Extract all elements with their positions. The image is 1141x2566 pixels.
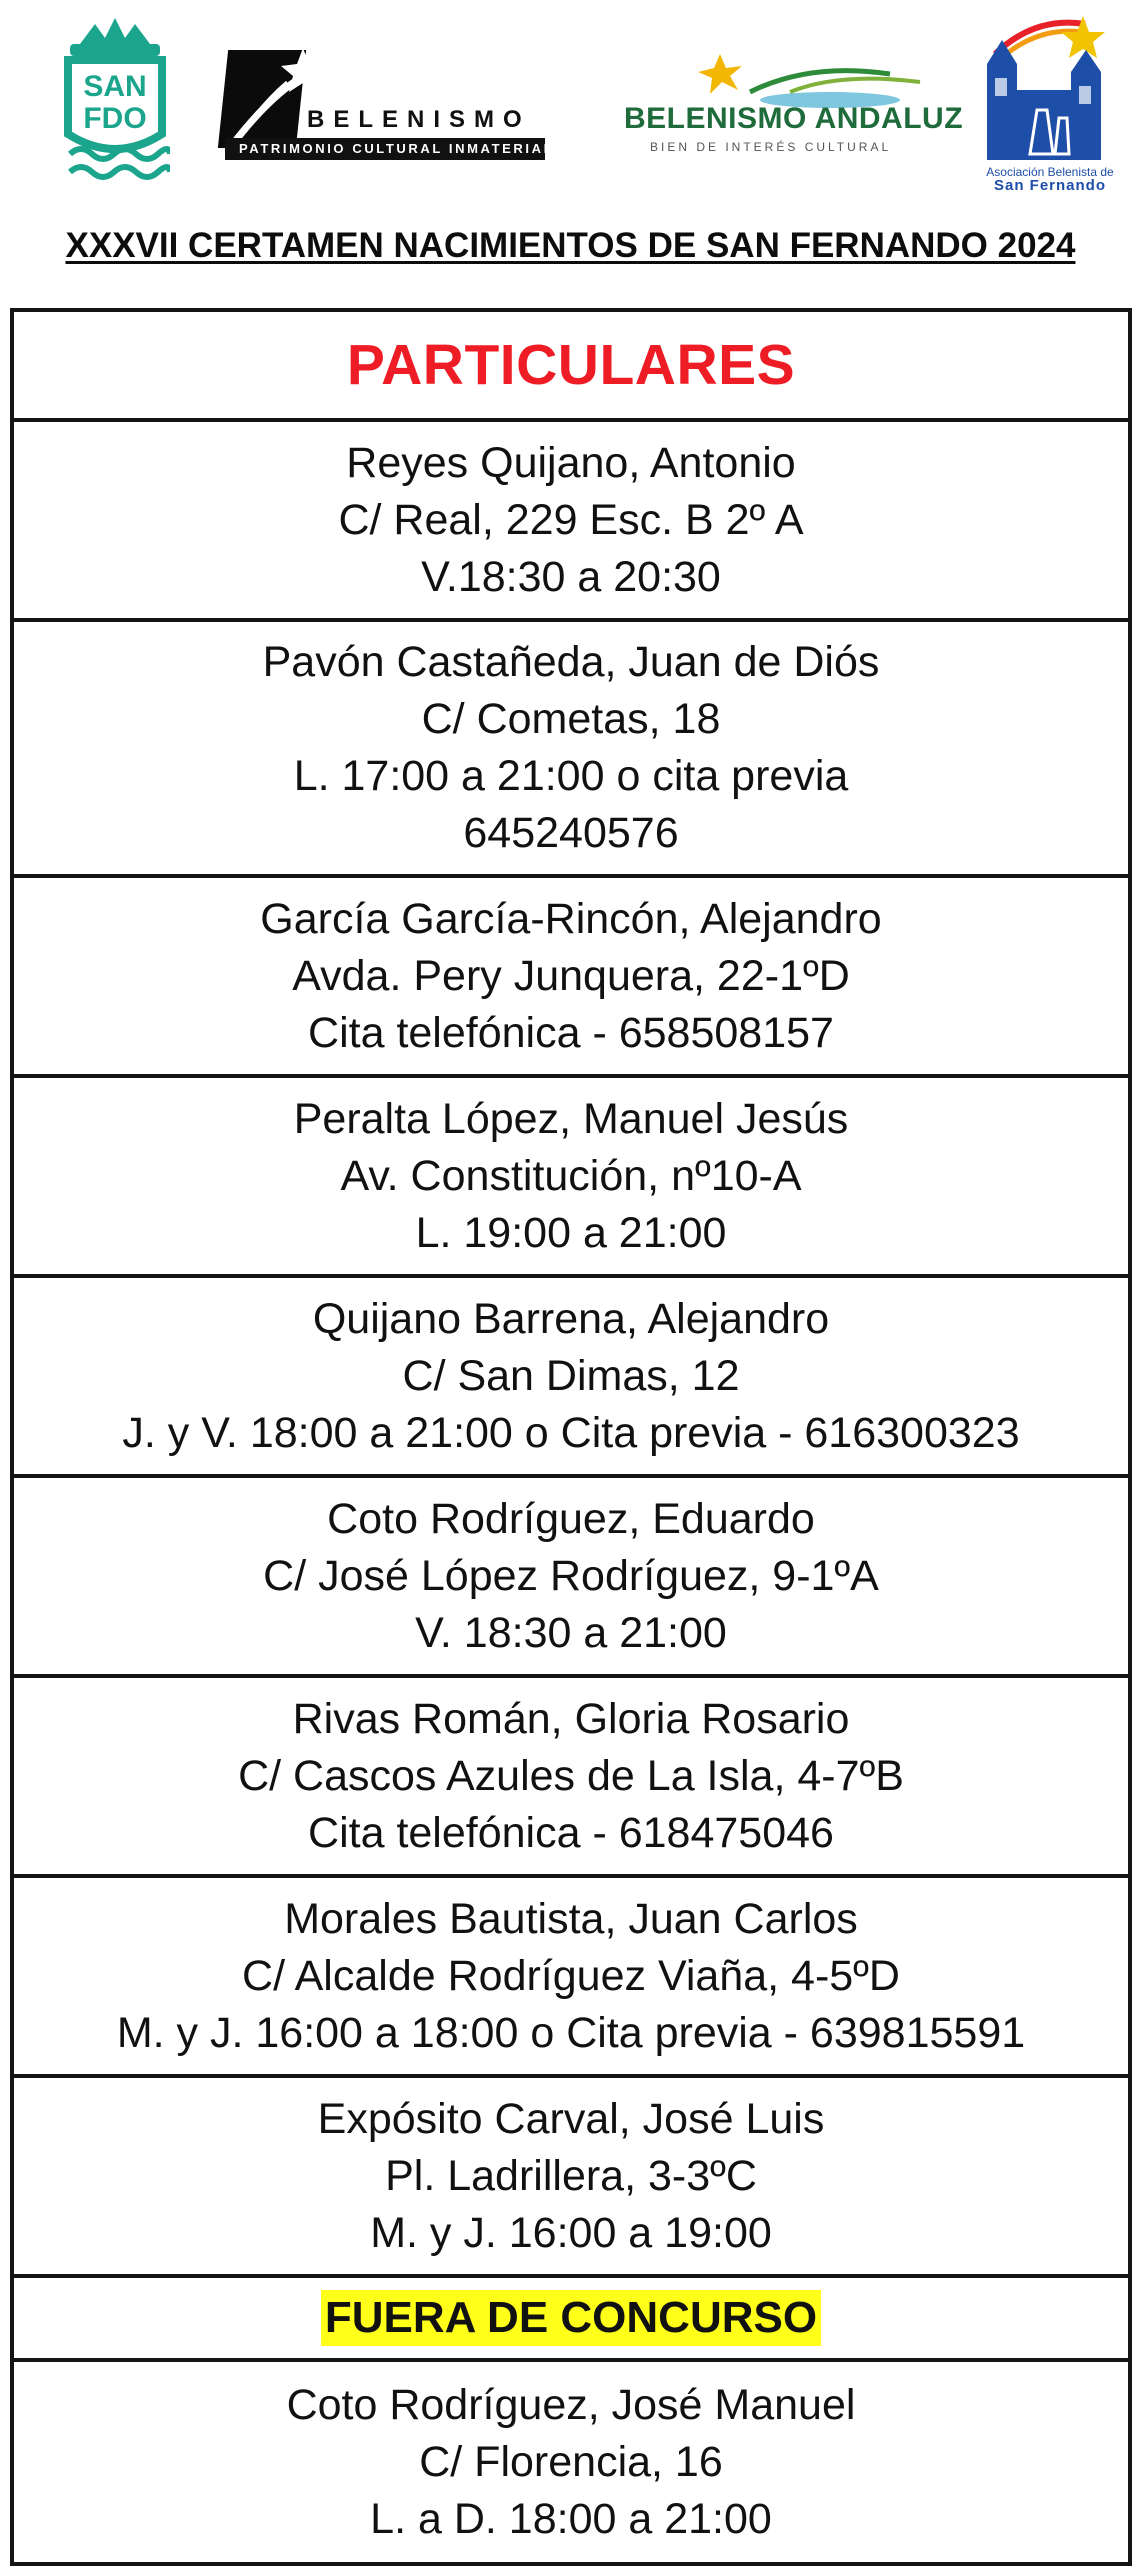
nativity-listing-table [10,308,1132,2566]
section-title: PARTICULARES [346,333,796,397]
list-item [14,622,1128,878]
entry-schedule: J. y V. 18:00 a 21:00 o Cita previa - 616300323 [122,1408,1020,1457]
entry-address: Pl. Ladrillera, 3-3ºC [385,2151,757,2200]
entry-schedule: L. a D. 18:00 a 21:00 [370,2494,772,2543]
entry-name: Morales Bautista, Juan Carlos [284,1894,858,1943]
entry-address: C/ Real, 229 Esc. B 2º A [338,495,804,544]
entry-schedule: Cita telefónica - 658508157 [308,1008,834,1057]
asociacion-belenista-logo [975,14,1125,199]
star-icon [225,42,335,152]
entry-address: Av. Constitución, nº10-A [340,1151,802,1200]
list-item [14,2078,1128,2278]
section-header-fuera-de-concurso [14,2278,1128,2362]
list-item [14,1678,1128,1878]
svg-text:FDO: FDO [83,102,147,135]
svg-text:SAN: SAN [83,70,147,103]
page-title: XXXVII CERTAMEN NACIMIENTOS DE SAN FERNANDO 2024 [65,226,1076,265]
entry-address: Avda. Pery Junquera, 22-1ºD [292,951,850,1000]
entry-schedule: M. y J. 16:00 a 18:00 o Cita previa - 639815591 [116,2008,1026,2057]
andaluz-word: BELENISMO ANDALUZ [624,102,964,135]
entry-schedule: M. y J. 16:00 a 19:00 [370,2208,772,2257]
asociacion-line1: Asociación Belenista de [986,165,1114,179]
andaluz-subtitle: BIEN DE INTERÉS CULTURAL [650,140,892,154]
entry-address: C/ Alcalde Rodríguez Viaña, 4-5ºD [242,1951,900,2000]
list-item [14,1878,1128,2078]
entry-address: C/ San Dimas, 12 [402,1351,740,1400]
list-item [14,422,1128,622]
entry-address: C/ Cometas, 18 [421,695,721,743]
entry-name: Coto Rodríguez, José Manuel [286,2380,856,2429]
entry-name: Pavón Castañeda, Juan de Diós [262,638,880,686]
entry-schedule: L. 19:00 a 21:00 [415,1208,727,1257]
list-item [14,1078,1128,1278]
entry-address: C/ José López Rodríguez, 9-1ºA [263,1551,879,1600]
entry-address: C/ Florencia, 16 [419,2437,723,2486]
entry-name: Peralta López, Manuel Jesús [293,1094,849,1143]
list-item [14,2362,1128,2562]
entry-name: Expósito Carval, José Luis [317,2094,825,2143]
entry-name: García García-Rincón, Alejandro [260,894,882,943]
entry-name: Quijano Barrena, Alejandro [312,1294,830,1343]
asociacion-caption [975,166,1125,192]
out-of-contest-title: FUERA DE CONCURSO [321,2290,821,2346]
belenismo-patrimonio-logo [215,42,555,162]
patrimonio-bar: PATRIMONIO CULTURAL INMATERIAL [225,138,545,160]
entry-name: Rivas Román, Gloria Rosario [292,1694,850,1743]
entry-schedule: Cita telefónica - 618475046 [308,1808,834,1857]
list-item [14,878,1128,1078]
church-star-icon [975,14,1125,164]
entry-name: Reyes Quijano, Antonio [346,438,796,487]
entry-address: C/ Cascos Azules de La Isla, 4-7ºB [238,1751,904,1800]
section-header-particulares [14,312,1128,422]
belenismo-andaluz-logo [620,52,964,162]
header-logos [0,0,1141,200]
san-fernando-logo [60,14,170,184]
asociacion-line2: San Fernando [993,177,1106,194]
list-item [14,1278,1128,1478]
belenismo-word: BELENISMO [307,106,531,133]
entry-schedule: L. 17:00 a 21:00 o cita previa [293,752,849,800]
entry-schedule: V. 18:30 a 21:00 [415,1608,727,1657]
list-item [14,1478,1128,1678]
entry-name: Coto Rodríguez, Eduardo [327,1494,815,1543]
entry-schedule: V.18:30 a 20:30 [421,552,721,601]
entry-phone: 645240576 [463,809,679,857]
